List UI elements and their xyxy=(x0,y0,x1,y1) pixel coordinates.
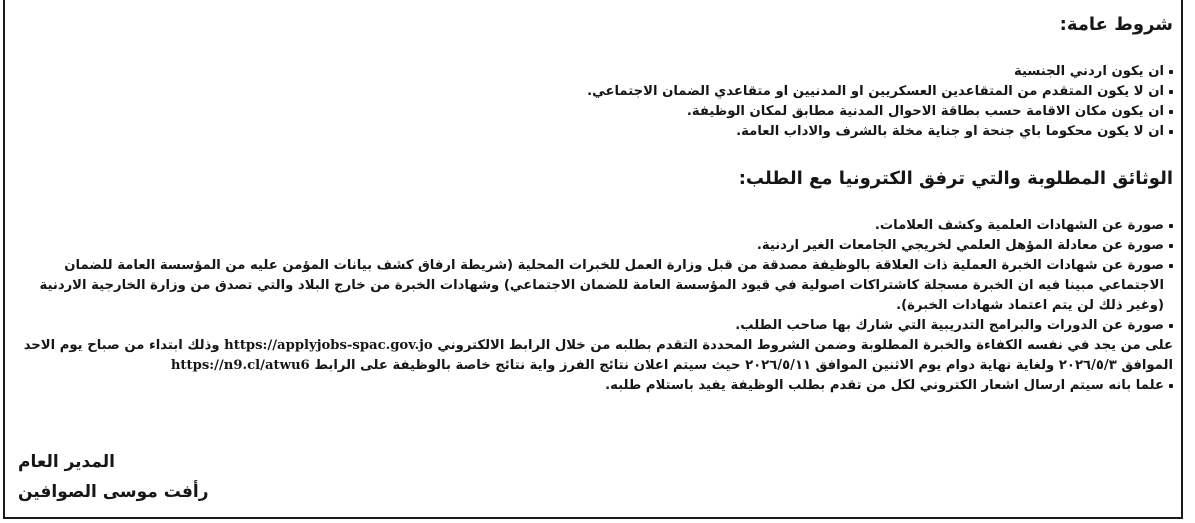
apply-text-start: على من يجد في نفسه الكفاءة والخبرة المطلوبة وضمن الشروط المحددة التقدم بطلبه من خلال الرابط الالكتروني xyxy=(437,338,1173,353)
apply-text-end: وذلك ابتداء من صباح يوم الاحد الموافق ٢٠٢٦/٥/٣ ولغاية نهاية دوام يوم الاثنين الموافق ٢٠٢٦/٥/١١ حيث سيتم اعلان نتائج الفرز واية نتائج خاصة بالوظيفة على الرابط xyxy=(23,338,1173,373)
documents-list xyxy=(14,216,1173,336)
list-item: ان لا يكون المتقدم من المتقاعدين العسكريين او المدنيين او متقاعدي الضمان الاجتماعي. xyxy=(14,82,1173,102)
list-item: ان لا يكون محكوما باي جنحة او جناية مخلة بالشرف والاداب العامة. xyxy=(14,122,1173,142)
application-instructions xyxy=(14,336,1173,376)
note-list xyxy=(14,376,1173,396)
signature-block xyxy=(18,447,209,507)
signatory-name: رأفت موسى الصوافين xyxy=(18,482,209,502)
list-item: صورة عن الشهادات العلمية وكشف العلامات. xyxy=(14,216,1173,236)
announcement-body xyxy=(14,8,1173,396)
results-link[interactable]: https://n9.cl/atwu6 xyxy=(170,358,310,373)
list-item: علما بانه سيتم ارسال اشعار الكتروني لكل من تقدم بطلب الوظيفة يفيد باستلام طلبه. xyxy=(14,376,1173,396)
general-conditions-list xyxy=(14,62,1173,142)
general-conditions-heading: شروط عامة: xyxy=(1059,14,1173,35)
documents-heading: الوثائق المطلوبة والتي ترفق الكترونيا مع الطلب: xyxy=(738,168,1173,189)
list-item: ان يكون مكان الاقامة حسب بطاقة الاحوال المدنية مطابق لمكان الوظيفة. xyxy=(14,102,1173,122)
signatory-title: المدير العام xyxy=(18,452,115,472)
list-item: صورة عن معادلة المؤهل العلمي لخريجي الجامعات الغير اردنية. xyxy=(14,236,1173,256)
list-item: صورة عن شهادات الخبرة العملية ذات العلاقة بالوظيفة مصدقة من قبل وزارة العمل للخبرات المحلية (شريطة ارفاق كشف بيانات المؤمن عليه من المؤسسة العامة للضمان الاجتماعي مبينا فيه ان الخبرة مسجلة كاشتراكات اصولية في قيود المؤسسة العامة للضمان الاجتماعي) وشهادات الخبرة من خارج البلاد والتي تصدق من وزارة الخارجية الاردنية (وغير ذلك لن يتم اعتماد شهادات الخبرة). xyxy=(14,256,1173,316)
list-item: صورة عن الدورات والبرامج التدريبية التي شارك بها صاحب الطلب. xyxy=(14,316,1173,336)
list-item: ان يكون اردني الجنسية xyxy=(14,62,1173,82)
apply-link[interactable]: https://applyjobs-spac.gov.jo xyxy=(224,338,433,353)
